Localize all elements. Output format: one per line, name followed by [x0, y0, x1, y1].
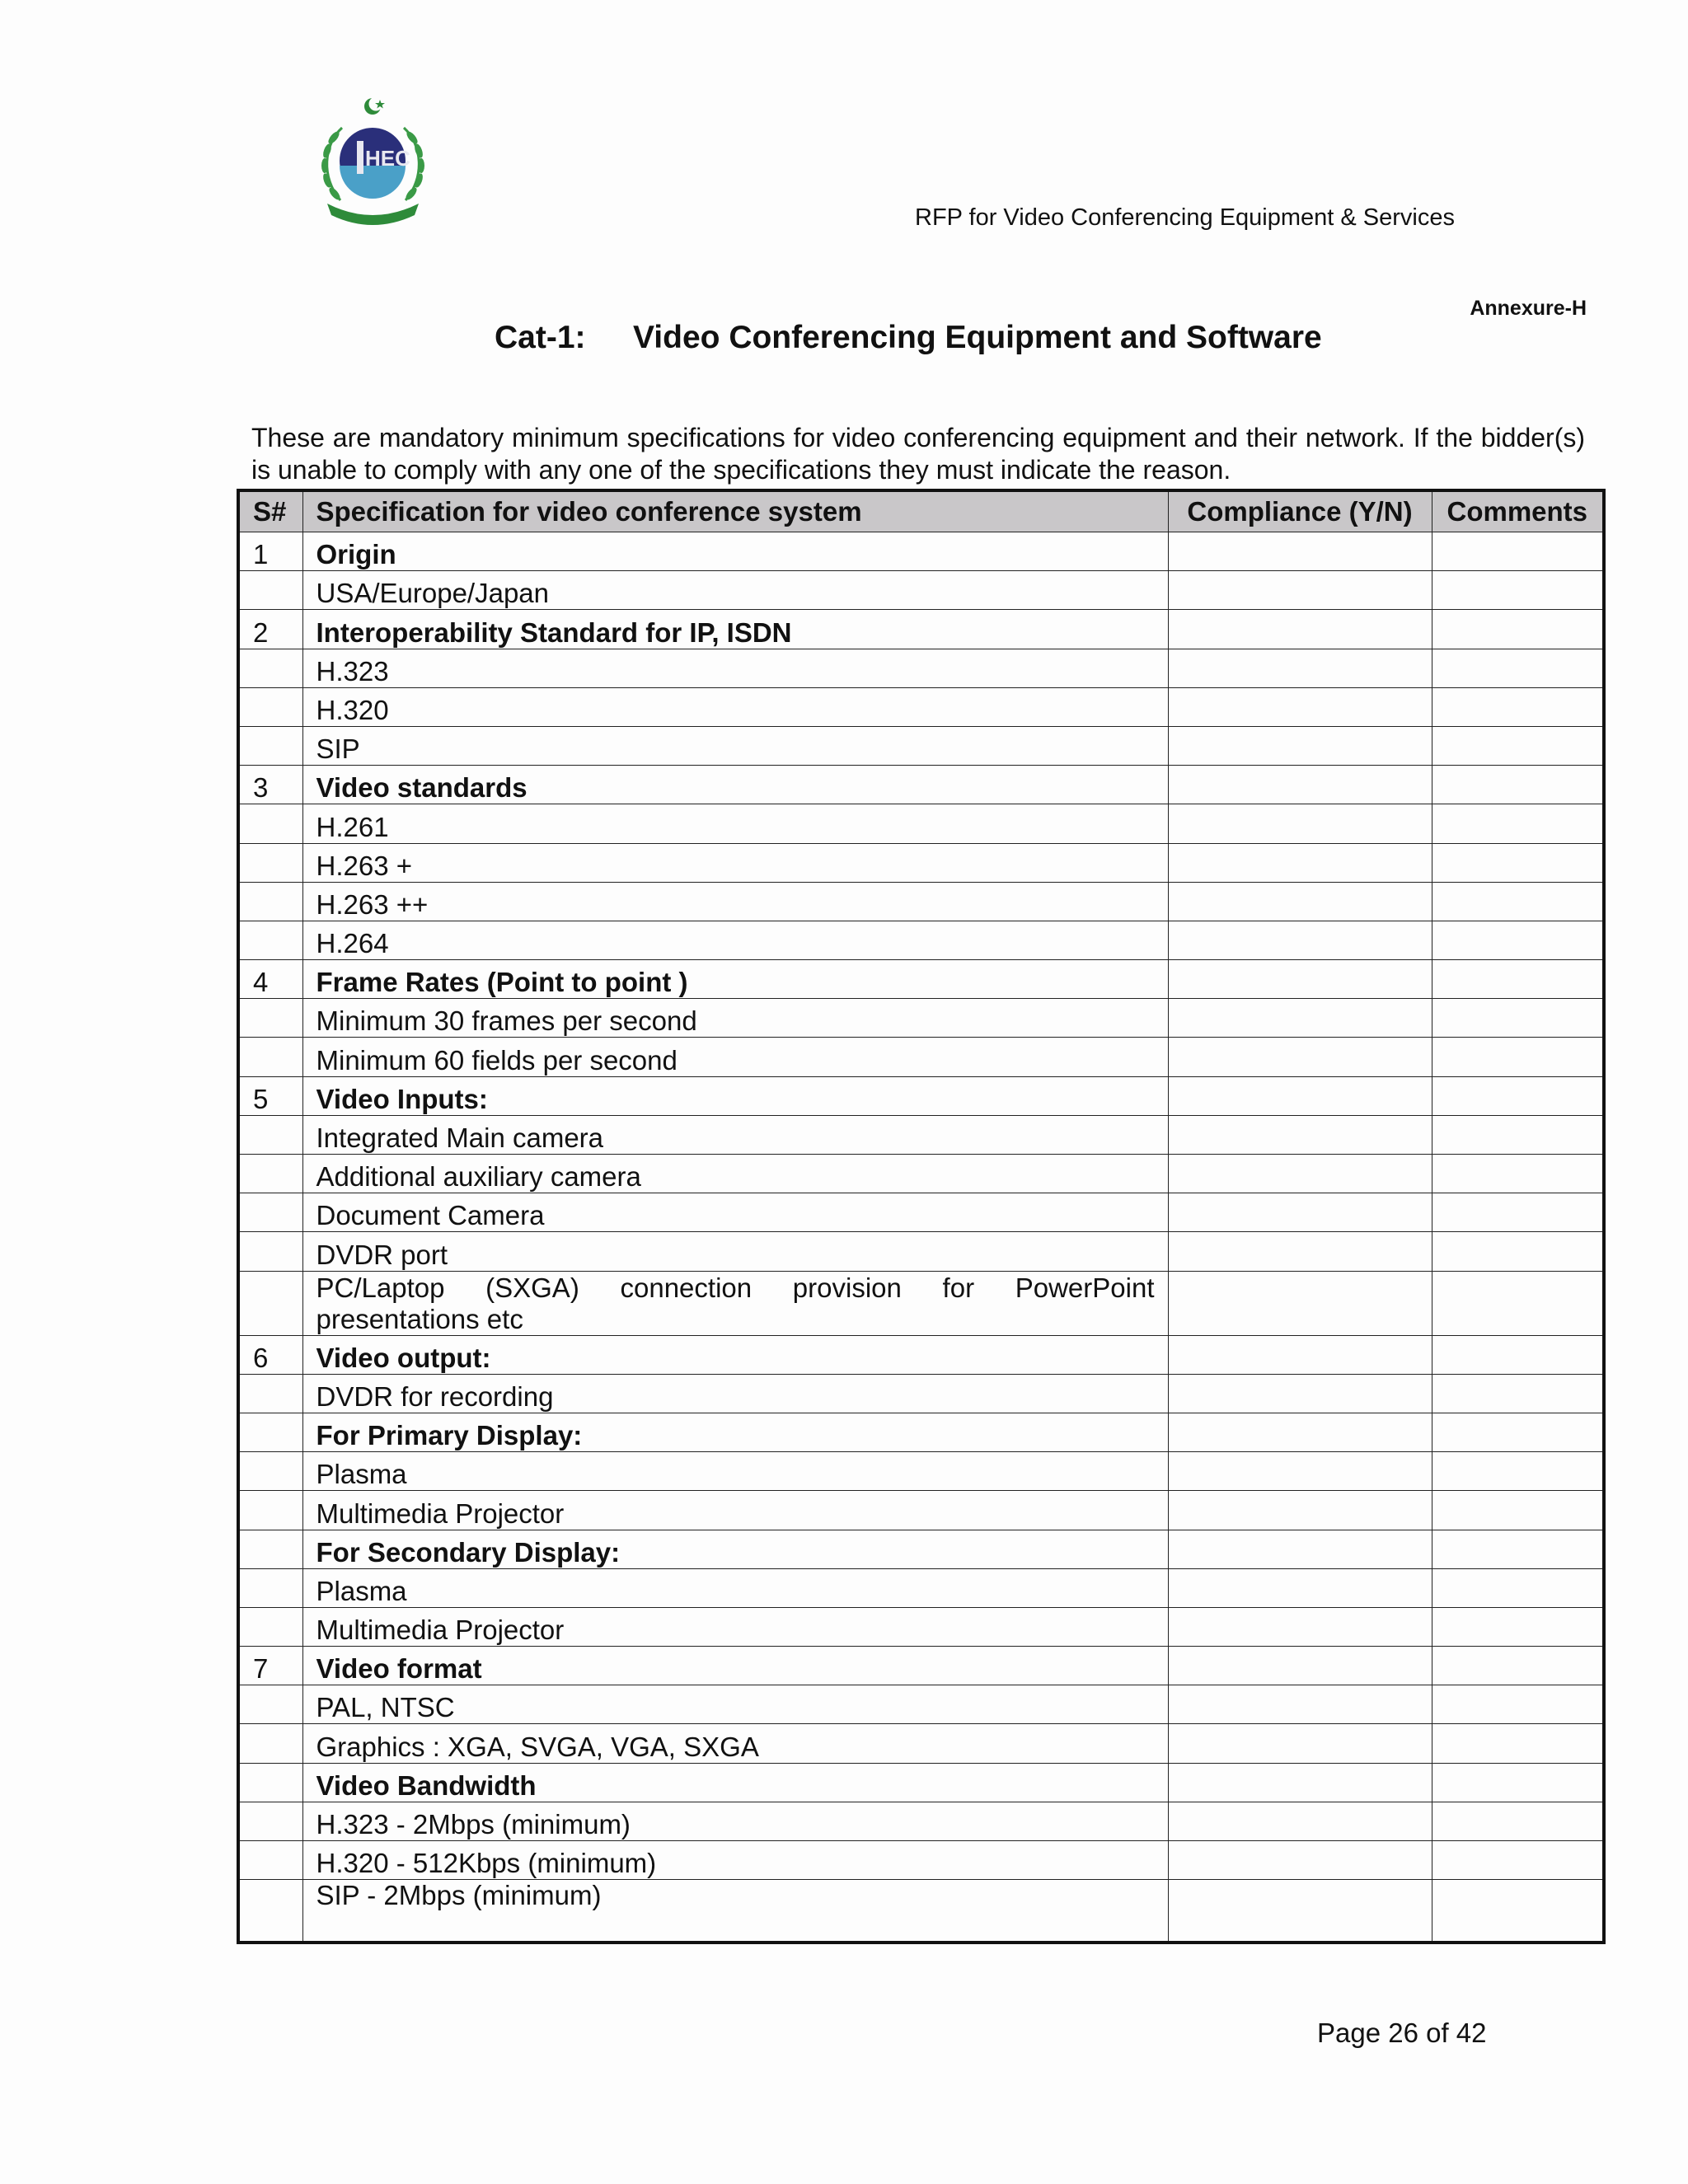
table-row [238, 1232, 1604, 1271]
cell-sn [238, 1374, 302, 1413]
cell-comments[interactable] [1432, 1568, 1604, 1607]
cell-comments[interactable] [1432, 726, 1604, 765]
cell-specification: Integrated Main camera [302, 1115, 1168, 1154]
cell-comments[interactable] [1432, 766, 1604, 804]
cell-specification: Video Inputs: [302, 1076, 1168, 1115]
cell-sn [238, 1841, 302, 1880]
header-sn: S# [238, 490, 302, 532]
table-row [238, 1724, 1604, 1763]
cell-sn [238, 1232, 302, 1271]
table-row [238, 1880, 1604, 1943]
cell-specification: H.323 [302, 649, 1168, 687]
cell-compliance[interactable] [1168, 1763, 1432, 1802]
cell-compliance[interactable] [1168, 532, 1432, 571]
cell-comments[interactable] [1432, 1038, 1604, 1076]
table-row [238, 1076, 1604, 1115]
cell-comments[interactable] [1432, 960, 1604, 999]
table-row [238, 1568, 1604, 1607]
table-row [238, 1155, 1604, 1193]
cell-sn [238, 1763, 302, 1802]
cell-compliance[interactable] [1168, 1193, 1432, 1232]
annexure-label: Annexure-H [1470, 297, 1587, 320]
hec-emblem-icon [309, 95, 437, 227]
cell-comments[interactable] [1432, 843, 1604, 882]
cell-compliance[interactable] [1168, 571, 1432, 610]
table-row [238, 649, 1604, 687]
cell-sn [238, 1038, 302, 1076]
cell-specification: Minimum 30 frames per second [302, 999, 1168, 1038]
table-body [238, 532, 1604, 1943]
cell-sn [238, 1413, 302, 1451]
cell-sn [238, 1491, 302, 1530]
table-row [238, 1271, 1604, 1335]
cell-specification: USA/Europe/Japan [302, 571, 1168, 610]
cell-comments[interactable] [1432, 1724, 1604, 1763]
cell-compliance[interactable] [1168, 1568, 1432, 1607]
cell-sn [238, 882, 302, 921]
table-row [238, 1038, 1604, 1076]
cell-compliance[interactable] [1168, 1880, 1432, 1943]
cell-comments[interactable] [1432, 1802, 1604, 1840]
cell-compliance[interactable] [1168, 1530, 1432, 1568]
cell-comments[interactable] [1432, 1155, 1604, 1193]
cell-specification: Video output: [302, 1335, 1168, 1374]
cell-compliance[interactable] [1168, 1841, 1432, 1880]
cell-compliance[interactable] [1168, 1647, 1432, 1685]
intro-paragraph: These are mandatory minimum specifications for video conferencing equipment and their network. If the bidder(s) is unable to comply with any one of the specifications they must indicate the reason. [251, 423, 1585, 485]
table-row [238, 804, 1604, 843]
cell-sn [238, 1880, 302, 1943]
table-row [238, 1763, 1604, 1802]
table-row [238, 843, 1604, 882]
table-row [238, 1115, 1604, 1154]
table-row [238, 1607, 1604, 1646]
cell-specification: DVDR for recording [302, 1374, 1168, 1413]
cell-specification: Video standards [302, 766, 1168, 804]
cell-compliance[interactable] [1168, 687, 1432, 726]
cell-sn [238, 726, 302, 765]
cell-sn [238, 1802, 302, 1840]
cell-specification: SIP - 2Mbps (minimum) [302, 1880, 1168, 1943]
cell-compliance[interactable] [1168, 1491, 1432, 1530]
table-row [238, 687, 1604, 726]
cell-comments[interactable] [1432, 1335, 1604, 1374]
header-comments: Comments [1432, 490, 1604, 532]
cell-specification: SIP [302, 726, 1168, 765]
cell-compliance[interactable] [1168, 882, 1432, 921]
cell-sn: 7 [238, 1647, 302, 1685]
cell-specification: Video Bandwidth [302, 1763, 1168, 1802]
cell-comments[interactable] [1432, 882, 1604, 921]
cell-specification: H.320 - 512Kbps (minimum) [302, 1841, 1168, 1880]
cell-sn [238, 921, 302, 959]
cell-sn [238, 1115, 302, 1154]
cell-compliance[interactable] [1168, 726, 1432, 765]
cell-comments[interactable] [1432, 1491, 1604, 1530]
cell-sn: 1 [238, 532, 302, 571]
cell-compliance[interactable] [1168, 921, 1432, 959]
cell-specification: Interoperability Standard for IP, ISDN [302, 610, 1168, 649]
cell-comments[interactable] [1432, 1452, 1604, 1491]
page-number: Page 26 of 42 [1317, 2018, 1487, 2048]
cell-compliance[interactable] [1168, 1335, 1432, 1374]
cell-comments[interactable] [1432, 649, 1604, 687]
cell-sn [238, 1685, 302, 1724]
document-header: RFP for Video Conferencing Equipment & Services [915, 204, 1455, 231]
table-row [238, 1841, 1604, 1880]
cell-comments[interactable] [1432, 610, 1604, 649]
section-title [495, 320, 1322, 356]
table-row [238, 1685, 1604, 1724]
cell-specification: For Primary Display: [302, 1413, 1168, 1451]
cell-sn: 2 [238, 610, 302, 649]
cell-sn [238, 843, 302, 882]
cell-compliance[interactable] [1168, 1115, 1432, 1154]
cell-specification: H.263 ++ [302, 882, 1168, 921]
cell-comments[interactable] [1432, 1880, 1604, 1943]
cell-specification: For Secondary Display: [302, 1530, 1168, 1568]
cell-compliance[interactable] [1168, 843, 1432, 882]
table-row [238, 571, 1604, 610]
cell-comments[interactable] [1432, 1763, 1604, 1802]
table-row [238, 1374, 1604, 1413]
cell-sn: 6 [238, 1335, 302, 1374]
cell-compliance[interactable] [1168, 1413, 1432, 1451]
cell-comments[interactable] [1432, 1374, 1604, 1413]
table-row [238, 532, 1604, 571]
cell-sn [238, 1607, 302, 1646]
cell-compliance[interactable] [1168, 1232, 1432, 1271]
cell-compliance[interactable] [1168, 1271, 1432, 1335]
cell-specification: PAL, NTSC [302, 1685, 1168, 1724]
cell-compliance[interactable] [1168, 610, 1432, 649]
cell-specification: H.264 [302, 921, 1168, 959]
section-number: Cat-1: [495, 320, 586, 355]
cell-comments[interactable] [1432, 687, 1604, 726]
cell-sn [238, 571, 302, 610]
cell-compliance[interactable] [1168, 649, 1432, 687]
cell-comments[interactable] [1432, 921, 1604, 959]
cell-comments[interactable] [1432, 1413, 1604, 1451]
cell-compliance[interactable] [1168, 766, 1432, 804]
cell-compliance[interactable] [1168, 804, 1432, 843]
cell-compliance[interactable] [1168, 1607, 1432, 1646]
cell-specification: Multimedia Projector [302, 1607, 1168, 1646]
table-row [238, 999, 1604, 1038]
cell-compliance[interactable] [1168, 1076, 1432, 1115]
cell-sn [238, 999, 302, 1038]
cell-comments[interactable] [1432, 1685, 1604, 1724]
cell-compliance[interactable] [1168, 1038, 1432, 1076]
cell-comments[interactable] [1432, 1647, 1604, 1685]
cell-sn [238, 804, 302, 843]
cell-specification: Additional auxiliary camera [302, 1155, 1168, 1193]
cell-sn [238, 649, 302, 687]
table-row [238, 766, 1604, 804]
cell-specification: Minimum 60 fields per second [302, 1038, 1168, 1076]
cell-specification: H.261 [302, 804, 1168, 843]
cell-comments[interactable] [1432, 804, 1604, 843]
cell-compliance[interactable] [1168, 1685, 1432, 1724]
cell-sn [238, 1530, 302, 1568]
cell-sn [238, 1452, 302, 1491]
cell-sn [238, 1155, 302, 1193]
table-row [238, 921, 1604, 959]
cell-sn: 5 [238, 1076, 302, 1115]
cell-comments[interactable] [1432, 571, 1604, 610]
specification-table [237, 489, 1606, 1944]
table-row [238, 1452, 1604, 1491]
cell-compliance[interactable] [1168, 960, 1432, 999]
cell-comments[interactable] [1432, 1076, 1604, 1115]
cell-comments[interactable] [1432, 1607, 1604, 1646]
table-row [238, 726, 1604, 765]
hec-logo [309, 95, 437, 227]
table-row [238, 882, 1604, 921]
table-row [238, 1335, 1604, 1374]
cell-comments[interactable] [1432, 1530, 1604, 1568]
cell-sn [238, 687, 302, 726]
cell-compliance[interactable] [1168, 1155, 1432, 1193]
table-row [238, 1802, 1604, 1840]
cell-comments[interactable] [1432, 1193, 1604, 1232]
cell-comments[interactable] [1432, 532, 1604, 571]
table-header-row [238, 490, 1604, 532]
table-row [238, 960, 1604, 999]
svg-text:HEC: HEC [365, 146, 410, 171]
cell-specification: Graphics : XGA, SVGA, VGA, SXGA [302, 1724, 1168, 1763]
cell-specification: H.323 - 2Mbps (minimum) [302, 1802, 1168, 1840]
cell-compliance[interactable] [1168, 999, 1432, 1038]
cell-compliance[interactable] [1168, 1724, 1432, 1763]
cell-sn: 3 [238, 766, 302, 804]
cell-compliance[interactable] [1168, 1802, 1432, 1840]
cell-specification: DVDR port [302, 1232, 1168, 1271]
section-heading: Video Conferencing Equipment and Software [633, 320, 1322, 355]
table-row [238, 610, 1604, 649]
cell-specification: PC/Laptop (SXGA) connection provision for PowerPoint presentations etc [302, 1271, 1168, 1335]
cell-specification: Frame Rates (Point to point ) [302, 960, 1168, 999]
table-row [238, 1413, 1604, 1451]
header-spec: Specification for video conference system [302, 490, 1168, 532]
cell-specification: Plasma [302, 1452, 1168, 1491]
table-row [238, 1647, 1604, 1685]
table-row [238, 1530, 1604, 1568]
cell-comments[interactable] [1432, 1841, 1604, 1880]
cell-sn [238, 1193, 302, 1232]
cell-specification: H.320 [302, 687, 1168, 726]
cell-specification: Plasma [302, 1568, 1168, 1607]
cell-comments[interactable] [1432, 999, 1604, 1038]
cell-compliance[interactable] [1168, 1374, 1432, 1413]
cell-sn: 4 [238, 960, 302, 999]
cell-sn [238, 1271, 302, 1335]
cell-comments[interactable] [1432, 1232, 1604, 1271]
cell-compliance[interactable] [1168, 1452, 1432, 1491]
cell-specification: Origin [302, 532, 1168, 571]
cell-sn [238, 1568, 302, 1607]
header-compliance: Compliance (Y/N) [1168, 490, 1432, 532]
cell-sn [238, 1724, 302, 1763]
cell-specification: Video format [302, 1647, 1168, 1685]
table-row [238, 1193, 1604, 1232]
cell-comments[interactable] [1432, 1115, 1604, 1154]
cell-specification: H.263 + [302, 843, 1168, 882]
cell-comments[interactable] [1432, 1271, 1604, 1335]
cell-specification: Multimedia Projector [302, 1491, 1168, 1530]
cell-specification: Document Camera [302, 1193, 1168, 1232]
table-row [238, 1491, 1604, 1530]
